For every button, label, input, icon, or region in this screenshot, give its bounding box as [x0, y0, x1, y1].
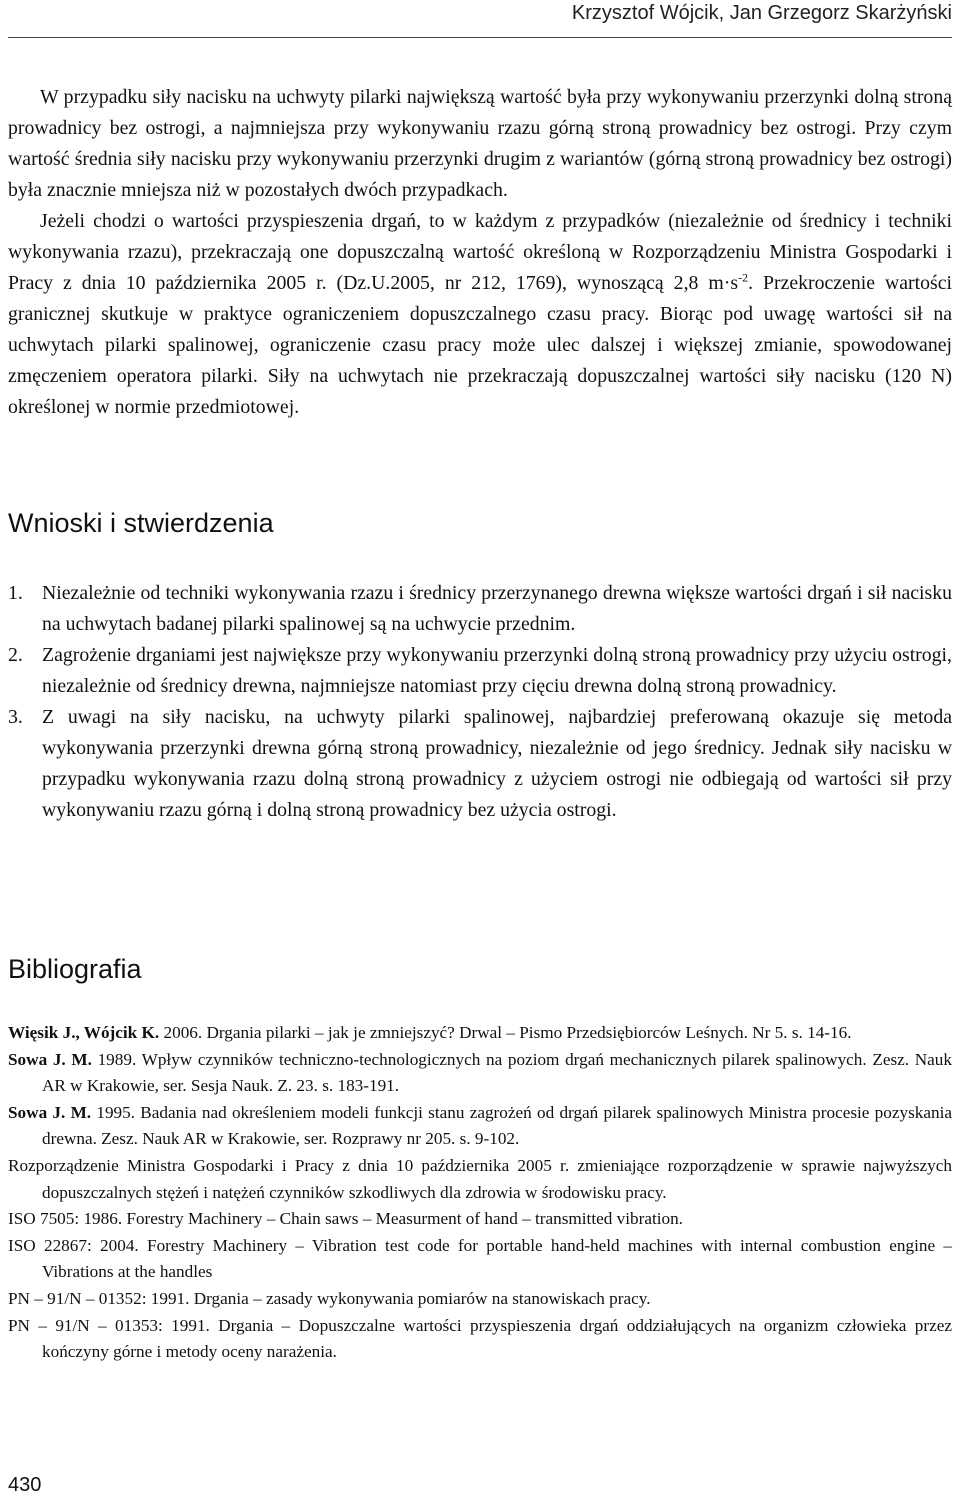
paragraph-forces: W przypadku siły nacisku na uchwyty pilarki największą wartość była przy wykonywaniu przerzynki dolną stroną prowadnicy bez ostrogi, a najmniejsza przy wykonywaniu rzazu górną stroną prowadnicy bez ostrogi. Przy czym wartość średnia siły nacisku przy wykonywaniu przerzynki drugim z wariantów (górną stroną prowadnicy bez ostrogi) była znacznie mniejsza niż w pozostałych dwóch przypadkach.	[8, 86, 952, 201]
reference-entry	[8, 1313, 952, 1366]
reference-author: Więsik J., Wójcik K.	[8, 1023, 160, 1042]
paragraph-vibration-part2: . Przekroczenie wartości granicznej skutkuje w praktyce ograniczeniem dopuszczalnego czasu pracy. Biorąc pod uwagę wartości sił na uchwytach pilarki spalinowej, ograniczenie czasu pracy może ulec dalszej i większej zmianie, spowodowanej zmęczeniem operatora pilarki. Siły na uchwytach nie przekraczają dopuszczalnej wartości siły nacisku (120 N) określonej w normie przedmiotowej.	[8, 272, 952, 418]
paragraph-vibration-part1: Jeżeli chodzi o wartości przyspieszenia drgań, to w każdym z przypadków (niezależnie od średnicy i techniki wykonywania rzazu), przekraczają one dopuszczalną wartość określoną w Rozporządzeniu Ministra Gospodarki i Pracy z dnia 10 października 2005 r. (Dz.U.2005, nr 212, 1769), wynoszącą 2,8 m·s	[8, 210, 952, 294]
reference-text: PN – 91/N – 01353: 1991. Drgania – Dopuszczalne wartości przyspieszenia drgań oddziałujących na organizm człowieka przez kończyny górne i metody oceny narażenia.	[8, 1315, 952, 1362]
reference-text: 1989. Wpływ czynników techniczno-technologicznych na poziom drgań mechanicznych pilarek spalinowych. Zesz. Nauk AR w Krakowie, ser. Sesja Nauk. Z. 23. s. 183-191.	[42, 1049, 952, 1096]
running-head: Krzysztof Wójcik, Jan Grzegorz Skarżyński	[571, 2, 952, 24]
reference-author: Sowa J. M.	[8, 1049, 92, 1069]
page-number: 430	[8, 1474, 42, 1496]
bibliography-list	[8, 1020, 952, 1366]
conclusion-number: 1.	[8, 582, 23, 604]
conclusion-item	[8, 578, 952, 640]
reference-entry	[8, 1047, 952, 1100]
conclusion-number: 2.	[8, 644, 23, 666]
section-heading-conclusions: Wnioski i stwierdzenia	[8, 508, 274, 538]
reference-entry	[8, 1153, 952, 1206]
section-heading-bibliography: Bibliografia	[8, 954, 142, 984]
reference-entry	[8, 1286, 952, 1313]
reference-entry	[8, 1206, 952, 1233]
conclusion-number: 3.	[8, 706, 23, 728]
conclusions-list	[8, 578, 952, 826]
header-rule	[8, 37, 952, 38]
reference-text: PN – 91/N – 01352: 1991. Drgania – zasady wykonywania pomiarów na stanowiskach pracy.	[8, 1288, 651, 1308]
reference-text: ISO 22867: 2004. Forestry Machinery – Vibration test code for portable hand-held machines with internal combustion engine – Vibrations at the handles	[8, 1235, 952, 1282]
reference-entry	[8, 1020, 952, 1047]
reference-author: Sowa J. M.	[8, 1102, 92, 1122]
conclusion-item	[8, 702, 952, 826]
reference-text: 2006. Drgania pilarki – jak je zmniejszyć? Drwal – Pismo Przedsiębiorców Leśnych. Nr 5. s. 14-16.	[159, 1023, 852, 1042]
body-text	[8, 82, 952, 423]
reference-text: 1995. Badania nad określeniem modeli funkcji stanu zagrożeń od drgań pilarek spalinowych Ministra procesie pozyskania drewna. Zesz. Nauk AR w Krakowie, ser. Rozprawy nr 205. s. 9-102.	[42, 1102, 952, 1149]
conclusion-text: Z uwagi na siły nacisku, na uchwyty pilarki spalinowej, najbardziej preferowaną okazuje się metoda wykonywania przerzynki drewna górną stroną prowadnicy, niezależnie od jego średnicy. Jednak siły nacisku w przypadku wykonywania rzazu dolną stroną prowadnicy z użyciem ostrogi nie odbiegają od wartości sił przy wykonywaniu rzazu górną i dolną stroną prowadnicy bez użycia ostrogi.	[42, 706, 952, 821]
reference-text: Rozporządzenie Ministra Gospodarki i Pracy z dnia 10 października 2005 r. zmieniające rozporządzenie w sprawie najwyższych dopuszczalnych stężeń i natężeń czynników szkodliwych dla zdrowia w środowisku pracy.	[8, 1155, 952, 1202]
conclusion-item	[8, 640, 952, 702]
reference-entry	[8, 1100, 952, 1153]
conclusion-text: Zagrożenie drganiami jest największe przy wykonywaniu przerzynki dolną stroną prowadnicy przy użyciu ostrogi, niezależnie od średnicy drewna, najmniejsze natomiast przy cięciu drewna dolną stroną prowadnicy.	[42, 644, 952, 697]
conclusion-text: Niezależnie od techniki wykonywania rzazu i średnicy przerzynanego drewna większe wartości drgań i sił nacisku na uchwytach badanej pilarki spalinowej są na uchwycie przednim.	[42, 582, 952, 635]
unit-exponent: -2	[738, 270, 749, 285]
paragraph-vibration	[8, 206, 952, 423]
reference-entry	[8, 1233, 952, 1286]
reference-text: ISO 7505: 1986. Forestry Machinery – Chain saws – Measurment of hand – transmitted vibration.	[8, 1209, 683, 1229]
